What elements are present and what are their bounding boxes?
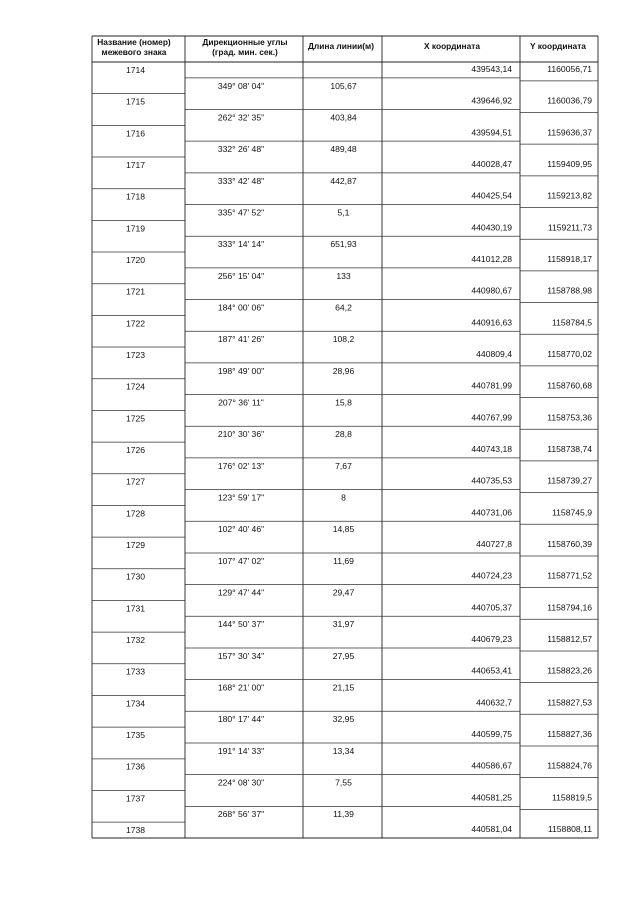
point-y-coordinate: 1158808,11 xyxy=(547,824,592,835)
segment-length: 7,67 xyxy=(335,460,352,471)
point-x-coordinate: 440679,23 xyxy=(471,634,512,645)
point-y-coordinate: 1158771,52 xyxy=(547,570,592,581)
point-name: 1731 xyxy=(125,603,146,614)
point-x-coordinate: 440731,06 xyxy=(471,507,512,518)
point-x-coordinate: 440980,67 xyxy=(471,285,512,296)
segment-length: 5,1 xyxy=(337,207,350,218)
point-name: 1729 xyxy=(125,540,146,551)
segment-direction-angle: 102° 40' 46" xyxy=(217,524,265,535)
segment-direction-angle: 256° 15' 04" xyxy=(217,270,265,281)
point-name: 1719 xyxy=(125,223,146,234)
table-body xyxy=(126,64,592,835)
point-name: 1725 xyxy=(125,413,146,424)
segment-direction-angle: 262° 32' 35" xyxy=(217,112,265,123)
segment-length: 64,2 xyxy=(335,302,352,313)
segment-direction-angle: 332° 26' 48" xyxy=(217,144,265,155)
segment-direction-angle: 207° 36' 11" xyxy=(218,397,264,408)
point-x-coordinate: 439646,92 xyxy=(471,95,512,106)
point-x-coordinate: 440430,19 xyxy=(471,222,512,233)
point-name: 1723 xyxy=(125,349,146,360)
point-name: 1724 xyxy=(125,381,146,392)
segment-length: 27,95 xyxy=(332,650,355,661)
segment-direction-angle: 210° 30' 36" xyxy=(217,429,265,440)
point-x-coordinate: 439543,14 xyxy=(471,63,512,74)
point-name: 1716 xyxy=(125,128,146,139)
segment-direction-angle: 107° 47' 02" xyxy=(217,555,265,566)
segment-direction-angle: 224° 08' 30" xyxy=(217,777,265,788)
point-name: 1732 xyxy=(125,635,146,646)
segment-length: 8 xyxy=(341,492,346,503)
segment-length: 28,96 xyxy=(332,365,355,376)
point-y-coordinate: 1158745,9 xyxy=(552,507,592,518)
segment-direction-angle: 198° 49' 00" xyxy=(217,365,265,376)
point-y-coordinate: 1158760,68 xyxy=(547,380,592,391)
point-x-coordinate: 440781,99 xyxy=(471,380,512,391)
point-name: 1715 xyxy=(125,96,146,107)
point-x-coordinate: 439594,51 xyxy=(471,127,512,138)
segment-length: 403,84 xyxy=(330,112,357,123)
point-y-coordinate: 1158788,98 xyxy=(547,285,592,296)
point-y-coordinate: 1158827,36 xyxy=(547,729,592,740)
header-x-coordinate: X координата xyxy=(423,41,481,51)
point-y-coordinate: 1158760,39 xyxy=(547,539,592,550)
point-y-coordinate: 1159409,95 xyxy=(547,158,592,169)
segment-length: 15,8 xyxy=(335,397,352,408)
segment-length: 489,48 xyxy=(330,144,357,155)
segment-direction-angle: 335° 47' 52" xyxy=(217,207,265,218)
segment-length: 28,8 xyxy=(335,429,352,440)
point-x-coordinate: 440425,54 xyxy=(471,190,512,201)
segment-direction-angle: 187° 41' 26" xyxy=(217,334,265,345)
segment-length: 108,2 xyxy=(332,334,355,345)
point-y-coordinate: 1158827,53 xyxy=(547,697,592,708)
point-x-coordinate: 440767,99 xyxy=(471,412,512,423)
segment-direction-angle: 180° 17' 44" xyxy=(217,714,265,725)
point-y-coordinate: 1158819,5 xyxy=(552,792,592,803)
point-x-coordinate: 440653,41 xyxy=(471,665,512,676)
segment-direction-angle: 333° 14' 14" xyxy=(217,239,265,250)
point-x-coordinate: 440724,23 xyxy=(471,570,512,581)
point-x-coordinate: 440581,25 xyxy=(471,792,512,803)
point-name: 1733 xyxy=(125,666,146,677)
segment-direction-angle: 333° 42' 48" xyxy=(217,175,265,186)
point-y-coordinate: 1158794,16 xyxy=(547,602,592,613)
point-name: 1722 xyxy=(125,318,146,329)
segment-direction-angle: 144° 50' 37" xyxy=(217,619,265,630)
header-angle-line2: (град. мин. сек.) xyxy=(212,47,278,57)
point-name: 1730 xyxy=(125,571,146,582)
point-x-coordinate: 440809,4 xyxy=(476,348,512,359)
segment-length: 11,39 xyxy=(333,809,354,820)
point-name: 1714 xyxy=(125,64,146,75)
segment-direction-angle: 123° 59' 17" xyxy=(217,492,265,503)
segment-length: 21,15 xyxy=(332,682,355,693)
point-name: 1737 xyxy=(125,793,146,804)
point-y-coordinate: 1158738,74 xyxy=(547,444,592,454)
point-name: 1721 xyxy=(125,286,146,297)
point-y-coordinate: 1159636,37 xyxy=(547,127,592,138)
point-y-coordinate: 1158753,36 xyxy=(547,412,592,423)
point-name: 1720 xyxy=(125,254,146,265)
segment-length: 105,67 xyxy=(330,80,357,91)
segment-length: 651,93 xyxy=(330,239,357,250)
point-y-coordinate: 1160056,71 xyxy=(547,63,592,74)
point-y-coordinate: 1158784,5 xyxy=(552,317,592,328)
header-name-line2: межевого знака xyxy=(101,47,167,57)
segment-direction-angle: 168° 21' 00" xyxy=(217,682,265,693)
point-name: 1736 xyxy=(125,761,146,772)
point-name: 1734 xyxy=(125,698,146,709)
point-x-coordinate: 440743,18 xyxy=(471,444,512,454)
header-y-coordinate: Y координата xyxy=(530,41,586,51)
point-x-coordinate: 440632,7 xyxy=(476,697,512,708)
header-length: Длина линии(м) xyxy=(307,41,375,51)
segment-direction-angle: 176° 02' 13" xyxy=(217,460,265,471)
point-y-coordinate: 1158770,02 xyxy=(547,348,592,359)
point-name: 1735 xyxy=(125,730,146,741)
point-y-coordinate: 1158823,26 xyxy=(547,665,592,676)
point-x-coordinate: 440581,04 xyxy=(471,824,512,835)
segment-length: 11,69 xyxy=(333,555,354,566)
point-x-coordinate: 441012,28 xyxy=(471,253,512,264)
segment-length: 13,34 xyxy=(332,745,355,756)
point-y-coordinate: 1158918,17 xyxy=(547,253,592,264)
point-y-coordinate: 1158739,27 xyxy=(547,475,592,486)
segment-length: 32,95 xyxy=(332,714,355,725)
header-angle-line1: Дирекционные углы xyxy=(202,37,288,47)
point-x-coordinate: 440028,47 xyxy=(471,158,512,169)
point-y-coordinate: 1159213,82 xyxy=(547,190,592,201)
point-x-coordinate: 440916,63 xyxy=(471,317,512,328)
segment-direction-angle: 349° 08' 04" xyxy=(217,80,265,91)
segment-direction-angle: 184° 00' 06" xyxy=(217,302,265,313)
segment-length: 442,87 xyxy=(330,175,357,186)
point-name: 1727 xyxy=(125,476,146,487)
header-name-line1: Название (номер) xyxy=(97,37,171,47)
point-x-coordinate: 440727,8 xyxy=(476,539,512,550)
point-x-coordinate: 440586,67 xyxy=(471,760,512,771)
point-y-coordinate: 1160036,79 xyxy=(547,95,592,106)
point-y-coordinate: 1158824,76 xyxy=(547,760,592,771)
point-x-coordinate: 440735,53 xyxy=(471,475,512,486)
segment-direction-angle: 268° 56' 37" xyxy=(217,809,265,820)
segment-length: 14,85 xyxy=(332,524,355,535)
point-y-coordinate: 1159211,73 xyxy=(547,222,592,233)
segment-length: 31,97 xyxy=(332,619,355,630)
point-name: 1726 xyxy=(125,445,146,455)
segment-direction-angle: 191° 14' 33" xyxy=(217,745,265,756)
point-x-coordinate: 440599,75 xyxy=(471,729,512,740)
point-name: 1738 xyxy=(125,825,146,836)
segment-length: 133 xyxy=(336,270,351,281)
segment-direction-angle: 129° 47' 44" xyxy=(217,587,265,598)
point-name: 1717 xyxy=(125,159,146,170)
segment-length: 29,47 xyxy=(332,587,355,598)
segment-direction-angle: 157° 30' 34" xyxy=(217,650,265,661)
point-y-coordinate: 1158812,57 xyxy=(547,634,592,645)
point-x-coordinate: 440705,37 xyxy=(471,602,512,613)
point-name: 1728 xyxy=(125,508,146,519)
point-name: 1718 xyxy=(125,191,146,202)
segment-length: 7,55 xyxy=(335,777,352,788)
